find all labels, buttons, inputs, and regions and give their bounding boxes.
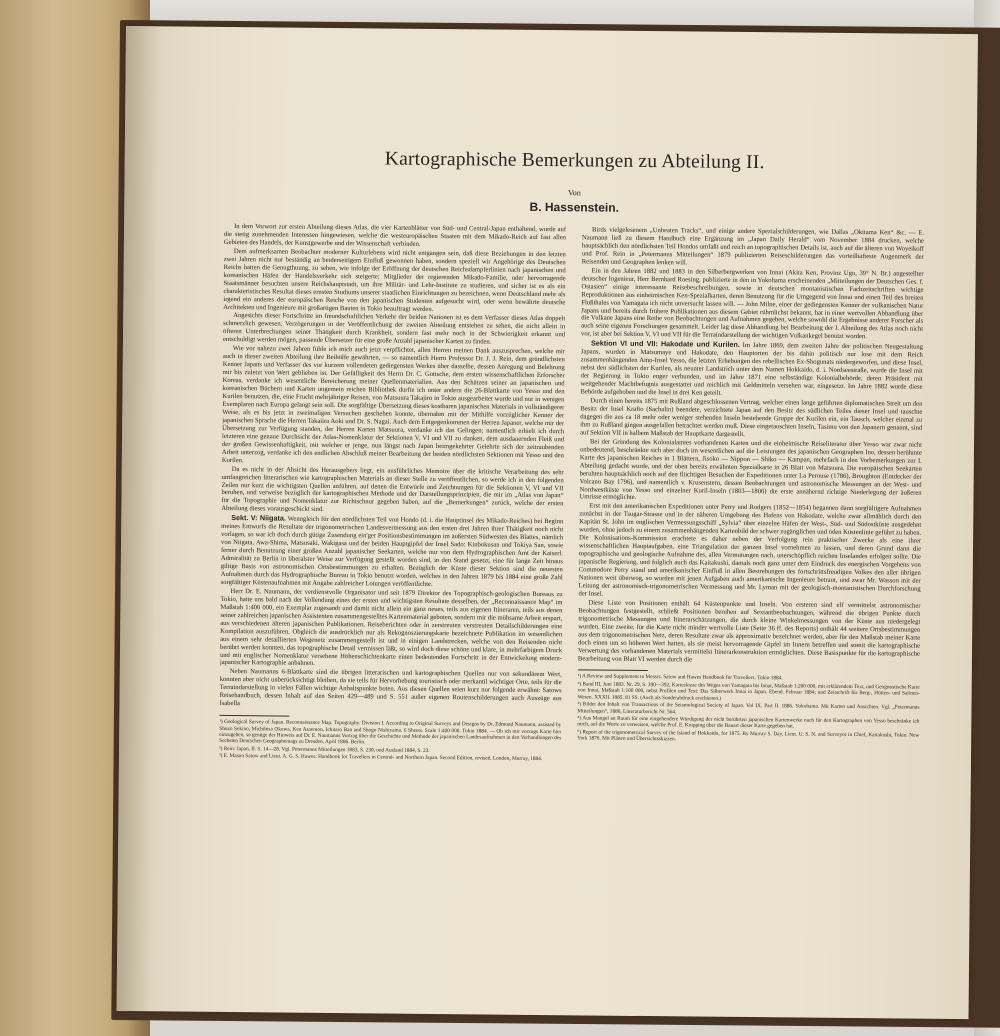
paragraph [223, 312, 565, 347]
paragraph [219, 668, 561, 711]
paragraph-text: Wenngleich für den nördlichsten Teil von Hondo (d. i. die Hauptinsel des Mikado-Reiches) bei Beginn meines Entwurfs die Resultate der trigonometrischen Landesvermessung aus den ersten drei Jahren ihrer Thätigkeit noch nicht vorlagen, so war ich doch durch gütige Zusendung ein'ger Positionsbestimmungen im äußersten Südwesten des Blattes, nämlich von Niigata, Awa-Shima, Matsusaki, Wakigasa und der beiden Hauptgipfel der Insel Sado: Kinbokusan und Tokiya San, sowie ferner durch Benutzung einer großen Anzahl japanischer Seekarten, welche nur von dem Hydrographischen Amt der Kaiserl. Admiralität zu Berlin in liberalster Weise zur Verfügung gestellt worden sind, in den Stand gesetzt, eine für lange Zeit hinaus giltige Basis von astronomischen Ortsbestimmungen zu erhalten. Bezüglich der Küste dieser Sektion sind die neuesten Aufnahmen durch das Hydrographische Bureau in Tokio benutzt worden, welches in den Jahren 1879 bis 1884 eine große Zahl sorgfältiger Küstenaufnahmen mit Angabe zahlreicher Lotungen veröffentlichte. [220, 515, 564, 588]
footnote: ²) Band III, Juni 1883. Nr. 29, S. 390—392, Karteskizze des Weges von Yamagata bis Innai, Maßstab 1:200 000, mit erklärendem Text, und Geognostische Karte von Innai, Maßstab 1:100 000, nebst Profilen und Text: Das Silberwerk Innai in Japan. Ebend. Februar 1884; und Zeitschrift für Berg-, Hütten- und Salinen-Wesen. XXXII. 1885. 81 SS. (Auch als Sonderabdruck erschienen.) [577, 681, 920, 702]
footnote: ⁵) Report of the trigonometrical Survey of the Island of Hokkaido, for 1875. By Murray S. Day, Lieut. U. S. N. and Surveyor in Chief, Kaitakushi, Tokio. New York 1876. Mit Plänen und Übersichtsskizzen. [577, 729, 920, 743]
text-columns [219, 223, 924, 767]
paragraph-text: Durch einen bereits 1875 mit Rußland abgeschlossenen Vertrag, welcher einen lange geführten diplomatischen Streit um den Besitz der Insel Krafto (Sachalin) beendete, verzichtete Japan auf den Besitz des südlichen Teiles dieser Insel und tauschte dagegen die aus ca 18 mehr oder weniger stehenden Inseln bestehende Gruppe der Kurilen ein, ein Tausch, welcher einmal zu ihm zu Rußland gingen ausgefallen betrachtet werden muß. Diese eingetauschten Inseln, Tasimu von den Japanern genannt, sind auf Sektion VII in halbem Maßstab der Hauptkarte dargestellt. [580, 397, 923, 438]
byline-von: Von [568, 188, 581, 198]
paragraph [578, 599, 921, 666]
paragraph-text: Erst mit den amerikanischen Expeditionen unter Perry und Rodgers (1852—1854) begannen dann sorgfältigere Aufnahmen zunächst in der Tsugar-Strasse und in der näheren Umgebung des Hafens von Hakodate, welche zwar allmählich durch den Kapitän St. John im englischen Vermessungsschiff „Sylvia“ über einzelne Häfen der West-, Süd- und Südostküste ausgedehnt wurden, ohne jedoch zu einem zusammenhängenden Kartenbild der schwer zugänglichen und öden Küstenlinie geführt zu haben. Die Kolonisations-Kommission erachtete es daher neben der Verfolgung rein praktischer Zwecke als eine ihrer wissenschaftlichen Hauptaufgaben, eine Triangulation der ganzen Insel vornehmen zu lassen, und deren Grund dann die topographische und geologische Aufnahme des, allen Vermutungen nach, unerschöpflich reichen Inselandes erfolgen sollte. Die japanische Regierung, und folglich auch das Kaitakushi, damals noch ganz unter dem Eindruck des energischen Vorgehens von Commodore Perry stand und amerikanischer Einfluß in allen Bestrebungen des fortschrittsfreudigen Volkes den aller übrigen Nationen weit überwog, so wurden mit jenen Aufgaben auch amerikanische Ingenieure betraut, und zwar Mr. Wasson mit der Leitung der astronomisch-trigonometrischen Vermessung und Mr. Lyman mit der geologisch-montanistischen Durchforschung der Insel. [578, 502, 922, 598]
paragraph [224, 223, 566, 250]
left-column [219, 223, 566, 764]
footnote: ¹) Geological Survey of Japan. Reconnaissance Map. Topography. Division I. According to Original Surveys and Designs by Dr. Edmund Naumann, assisted by Shuzo Sekino, Michihisa Okuwa, Ken Asaemon, Ichitaro Ban and Shogo Nishiyama. 6 Sheets. Scale 1:400 000. Tokio 1884. — Ob ich mir vorzugs Karte hier einzugehen, so genüge der Hinweis auf Dr. E. Naumanns Vortrag über die Geschichte und Methode der japanischen Landesaufnahmen in den Verhandlungen des Sechsten Deutschen Geographentags zu Dresden, April 1886. Berlin. [219, 719, 562, 746]
paragraph [220, 588, 563, 671]
paragraph [582, 226, 924, 269]
right-footnotes [577, 674, 920, 745]
paragraph [580, 397, 922, 440]
footnote: ³) Bildet den Inhalt von Transactions of the Seismological Society of Japan. Vol IX. Part II. 1886. Yokohama. Mit Karten und Ansichten. Vgl. „Petermanns Mitteilungen“, 1886, Litteraturbericht Nr. 564. [577, 701, 920, 715]
paragraph [579, 438, 922, 505]
paragraph-text: Da es nicht in der Absicht des Herausgebers liegt, ein ausführliches Memoire über die kritische Verarbeitung des sehr umfangreichen litterarischen wie kartographischen Materials an dieser Stelle zu veröffentlichen, so werde ich in den folgenden Zeilen nur kurz die wichtigsten Quellen anführen, auf denen die Entwürfe und Zeichnungen für die Sektionen V, VI und VII beruhen, und verweise bezüglich der kartographischen Methode und der Darstellungsprinzipien, die mir im „Atlas von Japan“ für die Topographie und Nomenklatur zur Richtschnur gegeben haben, auf die „Bemerkungen“ zurück, welche der ersten Abteilung dieses vorausgeschickt sind. [221, 465, 564, 514]
page-title: Kartographische Bemerkungen zu Abteilung II. [384, 148, 765, 174]
left-paragraphs [219, 223, 566, 711]
author-name: B. Hassenstein. [529, 199, 620, 215]
paragraph [579, 503, 922, 602]
footnote: ²) Rein: Japan, II. S. 14—28. Vgl. Petermanns Mitteilungen 1883, S. 230, und Ausland 1884, S. 23. [219, 745, 430, 754]
paragraph-text: Wie vor nahezu zwei Jahren fühle ich mich auch jetzt verpflichtet, allen Herren meinen Dank auszusprechen, welche mir auch in dieser zweiten Abteilung ihre Beihülfe gewährten, — so namentlich Herrn Professor Dr. J. J. Rein, dem gründlichsten Kenner Japans und Verfasser des vor kurzem vollendeten gediegensten Werkes über dasselbe, dessen Anregung und Belehrung mir bis zuletzt von Wert geblieben ist. Der Gefälligkeit des Herrn Dr. C. Gottsche, dem ersten wissenschaftlichen Erforscher Koreas, verdanke ich wesentliche Bereicherung meiner Quellenmaterialien. Aus den Schätzen seiner an japanischen und koreanischen Büchern und Karten ungemein reichen Bibliothek durfte ich unter andern die 26-Blattkarte von Yesso und den Kurilen benutzen, die, eine Frucht mehrjähriger Reisen, von Matsuura Takajiro in Tokio ausgearbeitet wurde und nur in wenigen Exemplaren nach Europa gelangt sein soll. Die sorgfältige Übersetzung dieses kostbaren japanischen Materials in vollständigerer Weise, als es bis jetzt in zweimaligen Versuchen geschehen konnte, übernahm mit der Mithilfe vorzüglicher Kenner der japanischen Sprache die Herren Takaiira Aoki und Dr. S. Nagai. Auch dem Entgegenkommen der Herren Japaner, welche mir der Übersetzung zur Verfügung standen, der Herren Karten Matsuura, verdanke ich das Gelingen; namentlich erhielt ich durch letzteren eine genaue Durchsicht der Atlas-Nomenklatur der Sektionen V, VI und VII zu danken, dem ausdauernden Fleiß und der großen Gewissenhaftigkeit, mit welcher er jenge, nun längst nach Japan heimgekehrter Gelehrte sich der zeitraubenden Arbeit unterzog, verdanke ich den endlichen Abschluß meiner Bearbeitung der beiden nördlichsten Sektionen mit Yesso und den Kurilen. [221, 345, 565, 464]
paragraph-text: Bei der Gründung des Kolonialamtes vorhandenen Karten und die einheimische Reiseliteratur über Yesso war zwar nicht unbedeutend, beschränkte sich aber doch im wesentlichen auf die Leistungen des japanischen Geographen Ino, dessen berühmte Karte des japanischen Reiches in 1 Blättern, Jisoko — Nippon — Shiko — Kampan, mehrfach in den Vorbemerkungen zur I. Abteilung gedacht wurde, und der oben bereits erwähnten Spezialkarte in 26 Blatt von Matsuura. Die europäischen Seekarten beruhten hauptsächlich noch auf den flüchtigen Besuchen der Expeditionen unter La Perouse (1786), Broughton (Entdecker der Volcano Bay 1796), und namentlich v. Krusenstern, dessen Beobachtungen und astronomische Messungen an der West- und Nordwestküste von Yesso und einzelner Kuril-Inseln (1803—1806) die erste annähernd richtige Niederlegung der äußeren Umrisse ermöglichte. [579, 438, 923, 502]
paragraph [580, 340, 923, 400]
paragraph-text: Birds vielgelesenem „Unbeaten Tracks“, und einige andere Spezialschilderungen, wie Dallas „Okitama Ken“ &c. — E. Naumann ließ zu diesem Handbuch eine Ergänzung im „Japan Daily Herald“ vom November 1884 drucken, welche hauptsächlich den nördlichsten Teil Hondos umfaßt und reich an topographischen Details ist, auch auf die älteren von Woyeikoff und Prof. Rein in „Petermanns Mitteilungen“ 1879 publizierten Reiseschilderungen das vorteilhafteste Augenmerk der Reisenden und Geographen lenken will. [581, 226, 925, 267]
paragraph [221, 514, 564, 590]
left-footnotes [219, 719, 561, 763]
footnote: ¹) A Review and Supplement to Messrs. Satow and Hawes Handbook for Travellers. Tokio 1884. [577, 673, 783, 682]
footnote: ⁴) Aus Mangel an Raum für eine eingehendere Würdigung der nicht berührten japanischen Kartenwerke nach für den Kartographen von Yesso beschränke ich mich, auf die Worte zu verweisen, welche Prof. E. Knipping über die Bauart dieser Karte gegeben hat. [577, 715, 920, 730]
paragraph-text: Im Jahre 1869, dem zweiten Jahre der politischen Neugestaltung Japans, wurden in Matsumaye und Hakodate, den Hauptorten der bis dahin politisch nur lose mit dem Reich zusammenhängenden Aino-Insel Yesso, die letzten Erhebungen des rebellischen Ex-Shogunats niedergeworfen, und diese Insel, nebst den südlichsten der Kurilen, als neunter Landstrich unter dem Namen Hokkaido, d. i. Nordseestraße, wurde die Insel mit der Regierung in Tokio enger verbunden, und im Jahre 1871 eine selbständige Kolonialbehörde, deren Präsident mit weitgehender Machtbefugnis ausgestattet und reichlich mit Geldmitteln versehen war, eingesetzt. Im Jahre 1882 wurde diese Behörde aufgehoben und die Insel in drei Ken geteilt. [580, 342, 923, 397]
paragraph [221, 466, 563, 517]
paragraph [222, 345, 565, 468]
section-heading: Sekt. V: Niigata. [231, 513, 286, 523]
paragraph-text: Herr Dr. E. Naumann, der verdienstvolle Organisator und seit 1879 Direktor des Topographisch-geologischen Bureaus zu Tokio, hatte uns bald nach der Vollendung eines der ersten und wichtigsten Resultate desselben, der „Reconnaissance Map“ im Maßstab 1:400 000, ein Exemplar zugesandt und damit nicht allein ein ganz neues, teils aus eigenen Itineraren, teils aus denen seiner zahlreichen japanischen Assistenten zusammengestelltes Kartenmaterial geboten, sondern mir die mühsame Arbeit erspart, aus verschiedenen älteren japanischen Publikationen, Reiseberichten oder in zerstreuten verstreuten Detailschilderungen eine Kompilation auszuführen. Obgleich die ausdrücklich nur als Rekognoszierungskarte bezeichnete Publikation im wesentlichen aus einem sehr detaillierten Wegenetz zusammengestellt ist und in einigen Landstrecken, welche von den Reisenden nicht berührt werden konnten, das topographische Detail vermissen läßt, so wird doch diese schöne und klare, in mehrfarbigem Druck und mit englischer Nomenklatur versehene Höhenschichtenkarte einen bedeutenden Fortschritt in der Entwickelung modern-japanischer Kartographie anbahnen. [219, 587, 563, 668]
atlas-page [117, 26, 978, 1019]
paragraph-text: Angesichts dieser Fortschritte im freundschaftlichen Verkehr der beiden Nationen ist es dem Verfasser dieses Atlas doppelt schmerzlich gewesen, Verzögerungen in der Veröffentlichung der zweiten Abteilung entstehen zu sehen, die nicht allein in öfteren Unterbrechungen seiner Thätigkeit durch Krankheit, sondern fast mehr noch in der Schwierigkeit erkannt und entschuldigt werden mögen, passende Übersetzer für eine große Anzahl japanischer Karten zu finden. [222, 312, 566, 346]
footnote-rule-right [578, 670, 648, 672]
right-column [577, 226, 924, 767]
footnote: ³) E. Mason Satow and Lieut. A. G. S. Hawes: Handbook for Travellers in Central- and Northern Japan. Second Edition, revised. London, Murray, 1884. [218, 753, 543, 763]
paragraph [223, 248, 566, 315]
section-heading: Sektion VI und VII: Hakodate und Kurilen. [590, 338, 740, 350]
right-paragraphs [578, 226, 924, 666]
footnote-rule-left [219, 715, 289, 717]
paragraph-text: Dem aufmerksamen Beobachter moderner Kulturlebens wird nicht entgangen sein, daß diese Beziehungen in den letzten zwei Jahren nicht nur beständig an beiderseitigem Einfluß gewonnen haben, sondern speziell wir Angehörige des Deutschen Reichs hatten die Genugthuung, zu sehen, wie infolge der Eröffnung der deutschen Reichsdampferlinien nach japanischen und koreanischen Häfen der Handelsverkehr sich steigerte; Mitglieder der regierenden Mikado-Familie, oder hervorragende Staatsmänner besuchten unsere Reichshauptstadt, um ihre Militär- und Lehr-Institute zu studieren, und sicher ist es als ein charakteristisches Resultat dieses ernsten Studiums unserer staatlichen Einrichtungen zu bezeichnen, wenn Deutschland mehr als irgend ein anderes der europäischen Reiche von den japanischen Studenten aufgesucht wird, oder wenn bewährte deutsche Architekten und Ingenieure mit großartigen Bauten in Tokio beauftragt werden. [223, 247, 566, 313]
paragraph [581, 267, 924, 342]
paragraph-text: Ein in den Jahren 1882 und 1883 in den Silberbergwerken von Innai (Akita Ken, Provinz Ugo, 39° N. Br.) angestellter deutscher Ingenieur, Herr Bernhard Roesing, publizierte in den in Yokohama erscheinenden „Mitteilungen der Deutschen Ges. f. Ostasien“ einige interessante Reisebeschreibungen, sowie in deutschen montanistischen Fachzeitschriften wichtige Reproduktionen aus einheimischen Ken-Spezialkarten, deren Benutzung für die Umgegend von Innai und einen Teil des breiten Flußthales von Yamagata ich nicht unversucht lassen will. — John Milne, einer der gediegensten Kenner der vulkanischen Natur Japans und bereits durch frühere Publikationen aus diesem Gebiet rühmlichst bekannt, hat in einer wertvollen Abhandlung über die Vulkane Japans eine Reihe von Beobachtungen und Aufnahmen gegeben, welche sowohl die Ergebnisse anderer Forscher als auch seine eigenen Forschungen gesammelt. Leider lag diese Abhandlung bei Bearbeitung der I. Abteilung des Atlas noch nicht vor, ist aber bei Sektion V, VI und VII für die Terraindarstellung der wichtigen Vulkankegel benutzt worden. [581, 267, 924, 341]
paragraph-text: In dem Vorwort zur ersten Abteilung dieses Atlas, die vier Kartenblätter von Süd- und Central-Japan enthaltend, wurde auf die stetig zunehmenden Interessen hingewiesen, welche die westeuropäischen Staaten mit dem Mikado-Reich auf fast allen Gebieten des Handels, der Kunstgewerbe und der Wissenschaft verbinden. [223, 223, 567, 248]
paragraph-text: Diese Liste von Positionen enthält 64 Küstenpunkte und Inseln. Von ersteren sind elf vermittelst astronomischer Beobachtungen festgestellt, schließt Positionen beruhen auf Sextantbeobachtungen, während die übrigen Punkte durch trigonometrische Messungen und Itinerarschätzungen, die durch kleine Winkelmessungen von der Küste aus niedergelegt wurden. Eine zweite, für die Karte nicht minder wertvolle Liste (Seite 36 ff. des Reports) enthält 44 weitere Ortsbestimmungen aus dem trigonometrischen Netz, deren Resultate zwar als approximativ bezeichnet werden, aber für den Maßstab meiner Karte doch einen um so höheren Wert hatten, als sie meist hervorragende Gipfel im Innern betreffen und somit die kartographische Verwertung des vorhandenen Materials vermittelst Itinerarkonstruktion ermöglichten. Diese Basispunkte für die kartographische Bearbeitung von Blatt VI werden durch die [577, 599, 921, 663]
paragraph-text: Neben Naumanns 6-Blattkarte sind die übrigen litterarischen und kartographischen Quellen nur von sekundärem Wert, konnten aber nicht unberücksichtigt bleiben, da sie teils für Hervorhebung touristisch oder merkantil wichtiger Orte, teils für die Terraindarstellung in vielen Fällen wichtige Anhaltspunkte boten. Aus diesen Quellen seien kurz nur folgende erwähnt: Satows Reisehandbuch, dessen Inhalt auf den Seiten 429—489 und S. 551 außer eigenen Routenschilderungen auch Auszüge aus Isabella [219, 668, 562, 708]
page-content [219, 147, 925, 767]
